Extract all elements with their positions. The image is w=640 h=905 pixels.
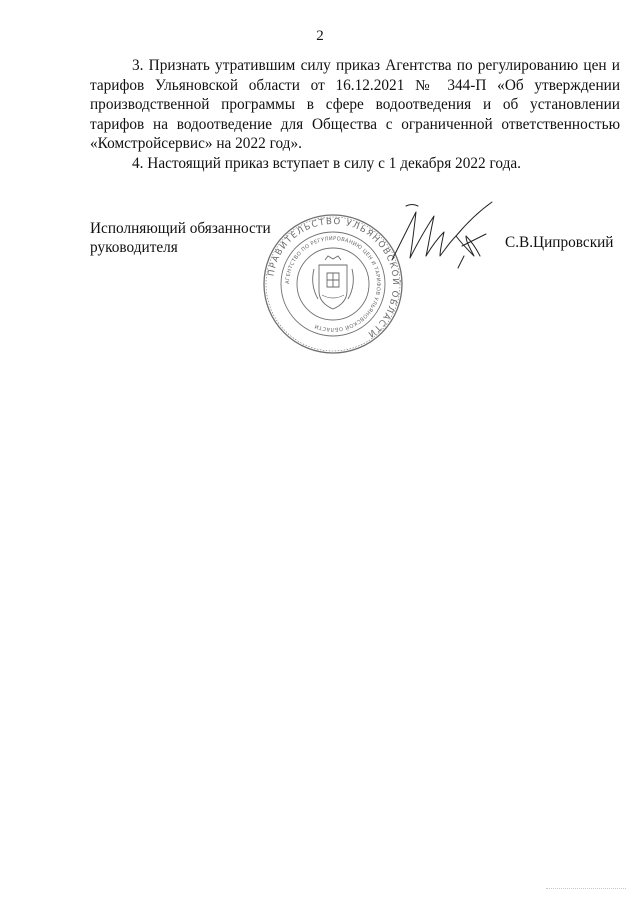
- page-number: 2: [316, 28, 324, 44]
- paragraph-3: 3. Признать утратившим силу приказ Агентства по регулированию цен и тарифов Ульяновской области от 16.12.2021 № 344-П «Об утверждении производственной программы в сфере водоотведения и об установлении тарифов на водоотведение для Общества с ограниченной ответственностью «Комстройсервис» на 2022 год».: [90, 57, 620, 152]
- signatory-title-line2: руководителя: [90, 239, 178, 256]
- signatory-title: [90, 219, 271, 257]
- signatory-name: С.В.Ципровский: [505, 234, 614, 251]
- signatory-title-line1: Исполняющий обязанности: [90, 220, 271, 237]
- scan-edge-mark: [546, 888, 626, 891]
- official-seal: [262, 213, 404, 355]
- coat-of-arms-icon: [313, 256, 354, 309]
- document-body: [90, 56, 620, 173]
- paragraph-4: 4. Настоящий приказ вступает в силу с 1 декабря 2022 года.: [132, 154, 521, 172]
- seal-outer-text: ПРАВИТЕЛЬСТВО УЛЬЯНОВСКОЙ ОБЛАСТИ: [266, 216, 401, 340]
- seal-inner-text: АГЕНТСТВО ПО РЕГУЛИРОВАНИЮ ЦЕН И ТАРИФОВ УЛЬЯНОВСКОЙ ОБЛАСТИ: [284, 235, 382, 333]
- handwritten-signature: [386, 198, 504, 278]
